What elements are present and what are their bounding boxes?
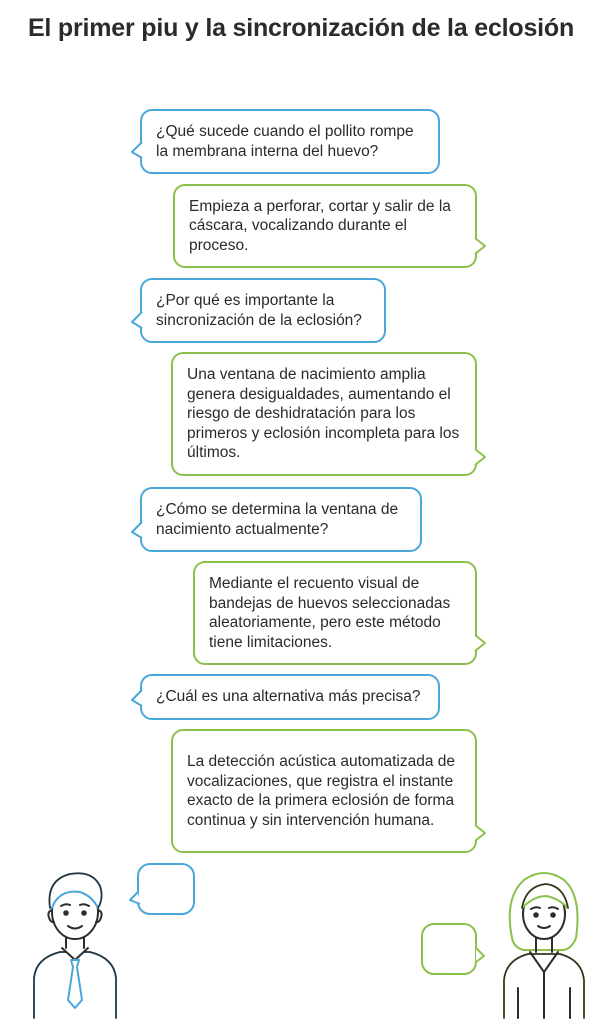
- question-text-1: ¿Qué sucede cuando el pollito rompe la membrana interna del huevo?: [156, 123, 414, 160]
- question-bubble-1: [140, 109, 440, 174]
- question-tail-icon: [130, 688, 144, 708]
- question-tail-icon: [130, 520, 144, 540]
- page-title: El primer piu y la sincronización de la eclosión: [27, 14, 575, 42]
- answer-tail-icon: [473, 633, 487, 653]
- answer-bubble-1: [173, 184, 477, 268]
- speech-bubble-icon: [420, 922, 488, 978]
- answer-bubble-4: [171, 729, 477, 853]
- question-bubble-3: [140, 487, 422, 552]
- question-bubble-2: [140, 278, 386, 343]
- question-bubble-4: [140, 674, 440, 720]
- question-text-3: ¿Cómo se determina la ventana de nacimiento actualmente?: [156, 501, 399, 538]
- question-tail-icon: [130, 310, 144, 330]
- question-text-2: ¿Por qué es importante la sincronización de la eclosión?: [156, 292, 362, 329]
- answer-bubble-3: [193, 561, 477, 665]
- woman-avatar-icon: [498, 868, 590, 1018]
- man-avatar-icon: [30, 868, 120, 1018]
- answer-bubble-2: [171, 352, 477, 476]
- answer-text-4: La detección acústica automatizada de vocalizaciones, que registra el instante exacto de la primera eclosión de forma continua y sin intervención humana.: [187, 753, 455, 829]
- answer-text-3: Mediante el recuento visual de bandejas de huevos seleccionadas aleatoriamente, pero este método tiene limitaciones.: [209, 575, 451, 651]
- speech-bubble-icon: [128, 862, 198, 918]
- answer-tail-icon: [473, 236, 487, 256]
- question-text-4: ¿Cuál es una alternativa más precisa?: [156, 688, 421, 706]
- answer-tail-icon: [473, 447, 487, 467]
- answer-text-1: Empieza a perforar, cortar y salir de la cáscara, vocalizando durante el proceso.: [189, 197, 451, 254]
- answer-tail-icon: [473, 823, 487, 843]
- answer-text-2: Una ventana de nacimiento amplia genera desigualdades, aumentando el riesgo de deshidratación para los primeros y eclosión incompleta para los últimos.: [187, 366, 460, 462]
- question-tail-icon: [130, 140, 144, 160]
